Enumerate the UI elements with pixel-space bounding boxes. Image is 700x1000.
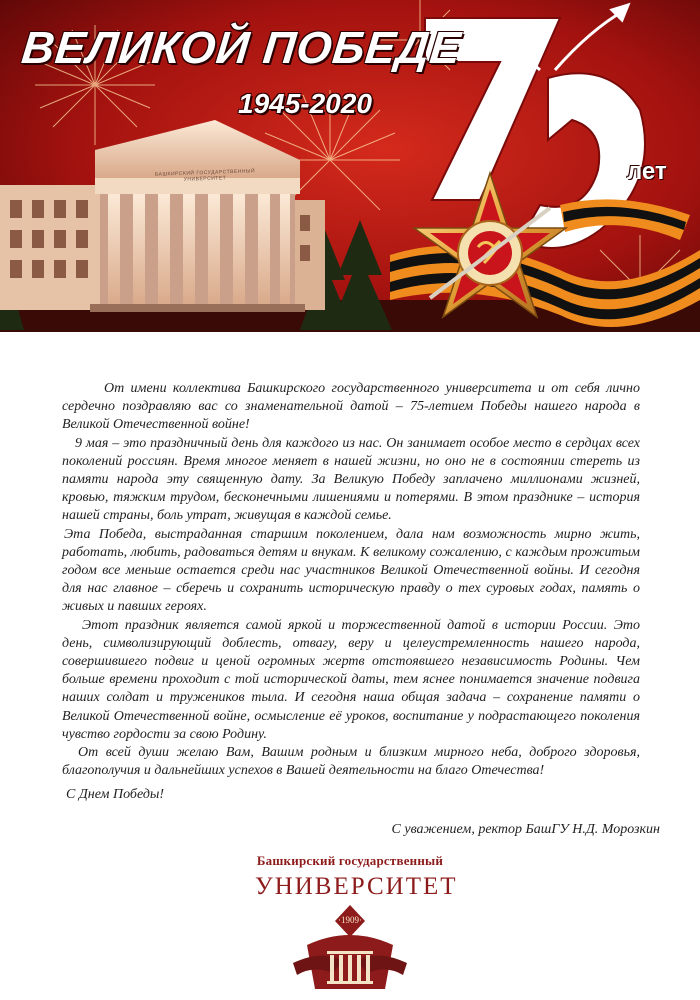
letter-paragraph: Эта Победа, выстраданная старшим поколением, дала нам возможность мирно жить, работать, любить, радоваться детям и внукам. К великому сожалению, с каждым прожитым годом все меньше остается среди нас участников Великой Отечественной войны. И сегодня для нас главное – сберечь и сохранить историческую правду о тех суровых годах, память о живых и павших героях. [62,526,640,615]
logo-year: ·1909· [338,915,362,925]
letter-greeting: С Днем Победы! [66,787,165,802]
banner-years: 1945-2020 [238,88,372,119]
letter-signature: С уважением, ректор БашГУ Н.Д. Морозкин [391,822,660,837]
university-logo [255,853,458,993]
letter-body [62,380,640,780]
banner-headline: ВЕЛИКОЙ ПОБЕДЕ [19,22,464,73]
hero-banner [0,0,700,332]
letter-paragraph: Этот праздник является самой яркой и торжественной датой в истории России. Это день, символизирующий доблесть, отвагу, веру и целеустремленность нашего народа, совершившего подвиг и ценой огромных жертв отстоявшего независимость Родины. Чем больше времени проходит с той исторической даты, тем яснее понимается значение подвига наших солдат и тружеников тыла. И сегодня наша общая задача – сохранение памяти о Великой Отечественной войне, осмысление её уроков, воспитание у подрастающего поколения чувство гордости за свою Родину. [62,617,640,742]
letter-paragraph: От имени коллектива Башкирского государственного университета и от себя лично сердечно поздравляю вас со знаменательной датой – 75-летием Победы нашего народа в Великой Отечественной войне! [62,381,640,433]
banner-unit-let: лет [627,158,667,185]
logo-line-2: УНИВЕРСИТЕТ [255,873,458,900]
logo-line-1: Башкирский государственный [256,853,444,868]
letter-paragraph: От всей души желаю Вам, Вашим родным и близким мирного неба, доброго здоровья, благополучия и дальнейших успехов в Вашей деятельности на благо Отечества! [62,745,640,779]
building-sign: БАШКИРСКИЙ ГОСУДАРСТВЕННЫЙ УНИВЕРСИТЕТ [154,168,256,183]
letter-paragraph: 9 мая – это праздничный день для каждого из нас. Он занимает особое место в сердцах всех поколений россиян. Время многое меняет в нашей жизни, но оно не в состоянии стереть из памяти народа эту священную дату. За Великую Победу заплачено миллионами жизней, кровью, тяжким трудом, бесконечными лишениями и потерями. В этом празднике – история нашей страны, боль утрат, живущая в каждой семье. [62,435,640,524]
